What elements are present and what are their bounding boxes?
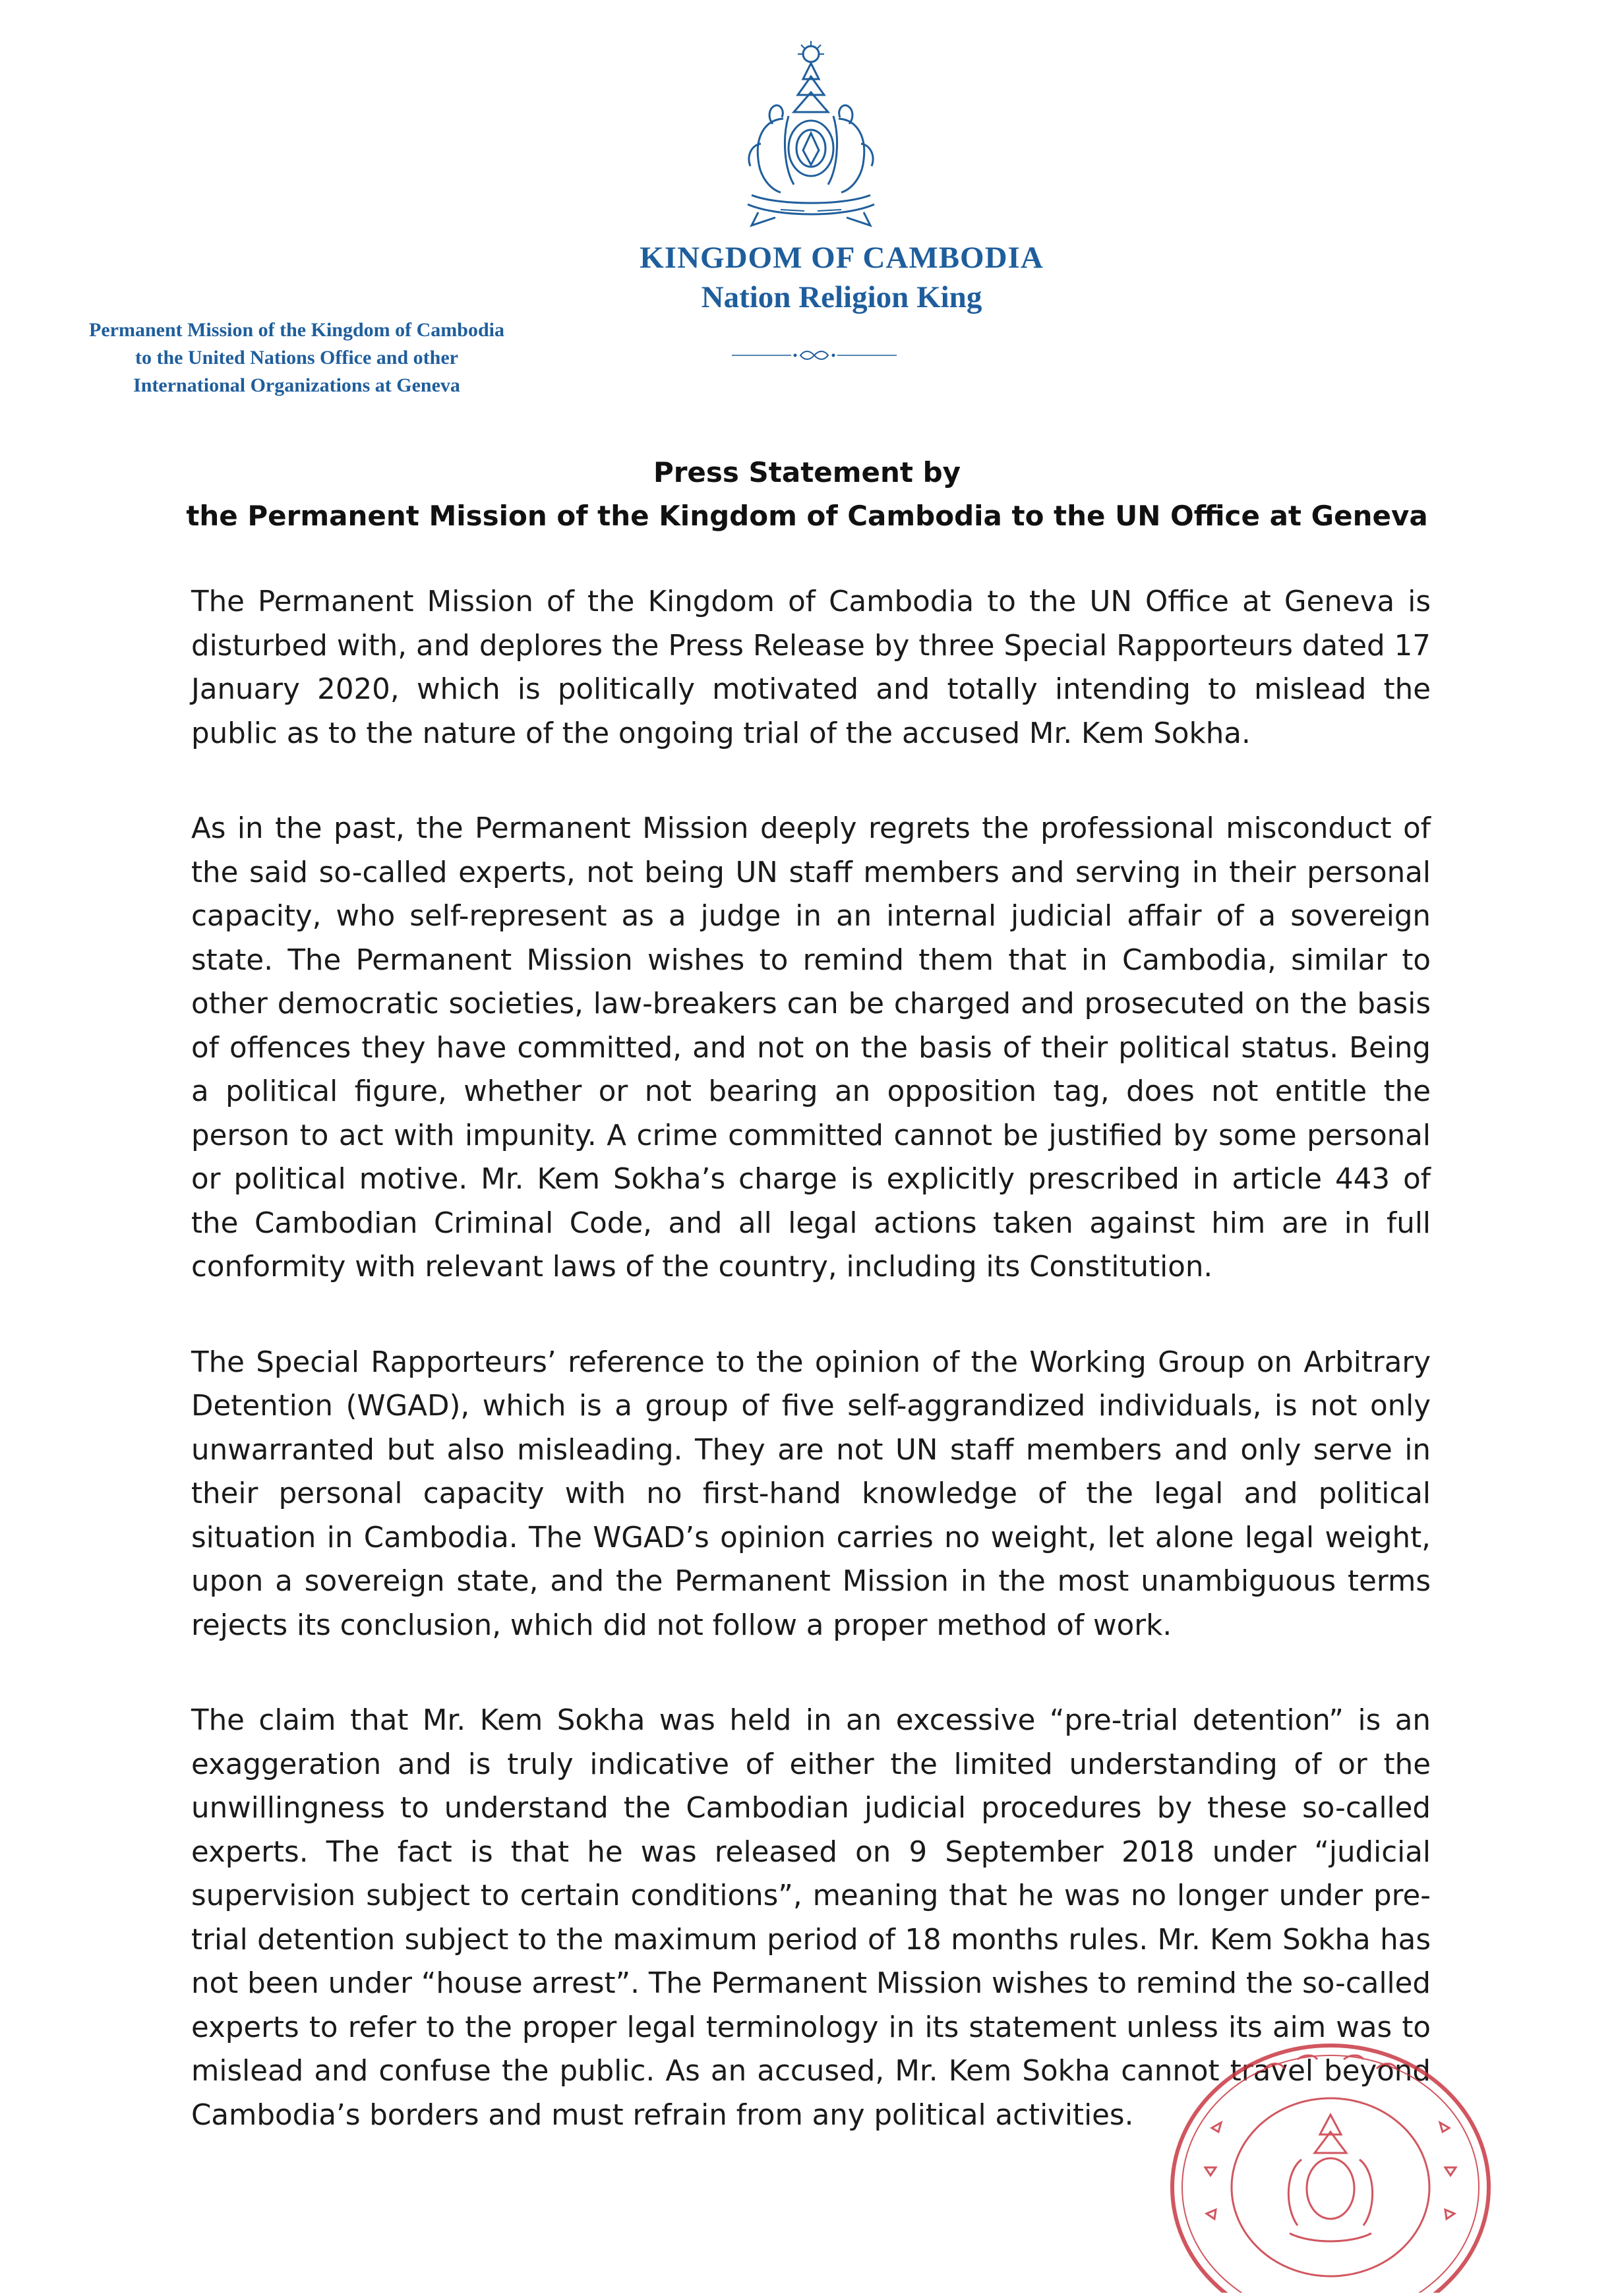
- national-motto: Nation Religion King: [701, 280, 982, 314]
- letterhead-title: [0, 239, 1614, 318]
- mission-line: Permanent Mission of the Kingdom of Cambodia: [89, 319, 504, 341]
- ornamental-divider-icon: [732, 348, 897, 363]
- heading-line-2: the Permanent Mission of the Kingdom of Cambodia to the UN Office at Geneva: [186, 500, 1428, 532]
- statement-heading: [0, 451, 1614, 538]
- country-name: KINGDOM OF CAMBODIA: [640, 241, 1044, 275]
- paragraph: The Permanent Mission of the Kingdom of Cambodia to the UN Office at Geneva is disturbed with, and deplores the Press Release by three Special Rapporteurs dated 17 January 2020, which is politically motivated and totally intending to mislead the public as to the nature of the ongoing trial of the accused Mr. Kem Sokha.: [191, 585, 1431, 750]
- paragraph: As in the past, the Permanent Mission deeply regrets the professional misconduct of the said so-called experts, not being UN staff members and serving in their personal capacity, who self-represent as a judge in an internal judicial affair of a sovereign state. The Permanent Mission wishes to remind them that in Cambodia, similar to other democratic societies, law-breakers can be charged and prosecuted on the basis of offences they have committed, and not on the basis of their political status. Being a political figure, whether or not bearing an opposition tag, does not entitle the person to act with impunity. A crime committed cannot be justified by some personal or political motive. Mr. Kem Sokha’s charge is explicitly prescribed in article 443 of the Cambodian Criminal Code, and all legal actions taken against him are in full conformity with relevant laws of the country, including its Constitution.: [191, 812, 1431, 1283]
- mission-address: [26, 316, 567, 399]
- paragraph: The Special Rapporteurs’ reference to the opinion of the Working Group on Arbitrary Detention (WGAD), which is a group of five self-aggrandized individuals, is not only unwarranted but also misleading. They are not UN staff members and only serve in their personal capacity with no first-hand knowledge of the legal and political situation in Cambodia. The WGAD’s opinion carries no weight, let alone legal weight, upon a sovereign state, and the Permanent Mission in the most unambiguous terms rejects its conclusion, which did not follow a proper method of work.: [191, 1345, 1431, 1642]
- official-seal-icon: [1133, 2016, 1502, 2293]
- mission-line: International Organizations at Geneva: [133, 374, 460, 396]
- paragraph: The claim that Mr. Kem Sokha was held in an excessive “pre-trial detention” is an exaggeration and is truly indicative of either the limited understanding of or the unwillingness to understand the Cambodian judicial procedures by these so-called experts. The fact is that he was released on 9 September 2018 under “judicial supervision subject to certain conditions”, meaning that he was no longer under pre-trial detention subject to the maximum period of 18 months rules. Mr. Kem Sokha has not been under “house arrest”. The Permanent Mission wishes to remind the so-called experts to refer to the proper legal terminology in its statement unless its aim was to mislead and confuse the public. As an accused, Mr. Kem Sokha cannot travel beyond Cambodia’s borders and must refrain from any political activities.: [191, 1704, 1431, 2132]
- statement-body: [191, 580, 1431, 2189]
- heading-line-1: Press Statement by: [653, 456, 961, 488]
- royal-arms-emblem-icon: [712, 40, 910, 237]
- mission-line: to the United Nations Office and other: [135, 347, 458, 368]
